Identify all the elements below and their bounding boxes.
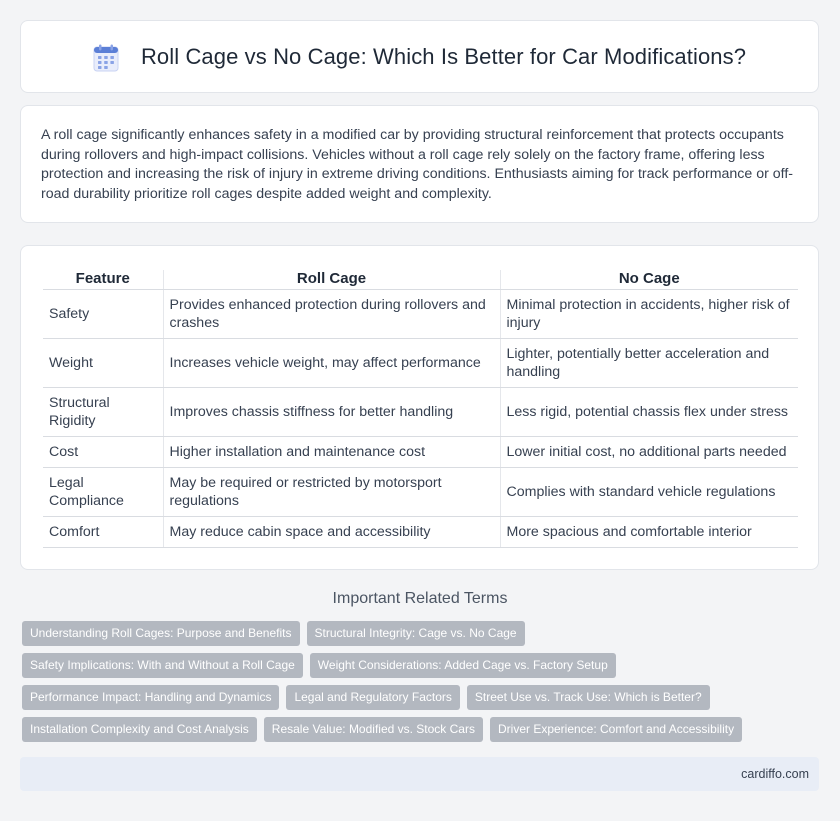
intro-card xyxy=(20,105,819,223)
related-term-tag[interactable]: Safety Implications: With and Without a Roll Cage xyxy=(22,653,303,678)
roll-cage-cell: Increases vehicle weight, may affect performance xyxy=(163,338,500,387)
page-title: Roll Cage vs No Cage: Which Is Better for Car Modifications? xyxy=(140,43,747,69)
table-row xyxy=(43,387,798,436)
no-cage-cell: Less rigid, potential chassis flex under stress xyxy=(500,387,798,436)
comparison-table-card xyxy=(20,245,819,570)
related-term-tag[interactable]: Weight Considerations: Added Cage vs. Factory Setup xyxy=(310,653,616,678)
no-cage-cell: Lower initial cost, no additional parts needed xyxy=(500,436,798,467)
related-term-tag[interactable]: Performance Impact: Handling and Dynamics xyxy=(22,685,279,710)
footer xyxy=(20,757,819,791)
title-card xyxy=(20,20,819,93)
feature-cell: Comfort xyxy=(43,516,163,547)
feature-cell: Weight xyxy=(43,338,163,387)
table-row xyxy=(43,516,798,547)
comparison-table xyxy=(43,270,798,548)
table-row xyxy=(43,338,798,387)
related-term-tag[interactable]: Resale Value: Modified vs. Stock Cars xyxy=(264,717,483,742)
site-link[interactable]: cardiffo.com xyxy=(741,767,809,781)
roll-cage-cell: May reduce cabin space and accessibility xyxy=(163,516,500,547)
feature-cell: Legal Compliance xyxy=(43,467,163,516)
header-no-cage: No Cage xyxy=(500,270,798,289)
related-term-tag[interactable]: Understanding Roll Cages: Purpose and Benefits xyxy=(22,621,300,646)
related-term-tag[interactable]: Legal and Regulatory Factors xyxy=(286,685,459,710)
related-term-tag[interactable]: Structural Integrity: Cage vs. No Cage xyxy=(307,621,525,646)
roll-cage-cell: Provides enhanced protection during rollovers and crashes xyxy=(163,289,500,338)
related-terms-heading: Important Related Terms xyxy=(332,590,508,607)
header-roll-cage: Roll Cage xyxy=(163,270,500,289)
feature-cell: Cost xyxy=(43,436,163,467)
roll-cage-cell: Higher installation and maintenance cost xyxy=(163,436,500,467)
roll-cage-cell: May be required or restricted by motorsport regulations xyxy=(163,467,500,516)
table-row xyxy=(43,289,798,338)
related-term-tag[interactable]: Driver Experience: Comfort and Accessibility xyxy=(490,717,742,742)
table-header-row xyxy=(43,270,798,289)
no-cage-cell: More spacious and comfortable interior xyxy=(500,516,798,547)
feature-cell: Safety xyxy=(43,289,163,338)
header-feature: Feature xyxy=(43,270,163,289)
related-term-tag[interactable]: Street Use vs. Track Use: Which is Better? xyxy=(467,685,710,710)
no-cage-cell: Lighter, potentially better acceleration and handling xyxy=(500,338,798,387)
no-cage-cell: Minimal protection in accidents, higher risk of injury xyxy=(500,289,798,338)
feature-cell: Structural Rigidity xyxy=(43,387,163,436)
intro-paragraph: A roll cage significantly enhances safety in a modified car by providing structural reinforcement that protects occupants during rollovers and high-impact collisions. Vehicles without a roll cage rely solely on the factory frame, offering less protection and increasing the risk of injury in extreme driving conditions. Enthusiasts aiming for track performance or off-road durability prioritize roll cages despite added weight and complexity. xyxy=(41,127,794,202)
related-term-tag[interactable]: Installation Complexity and Cost Analysis xyxy=(22,717,257,742)
related-terms-list xyxy=(22,621,812,749)
table-row xyxy=(43,436,798,467)
calendar-icon xyxy=(93,44,119,72)
table-row xyxy=(43,467,798,516)
roll-cage-cell: Improves chassis stiffness for better handling xyxy=(163,387,500,436)
no-cage-cell: Complies with standard vehicle regulations xyxy=(500,467,798,516)
